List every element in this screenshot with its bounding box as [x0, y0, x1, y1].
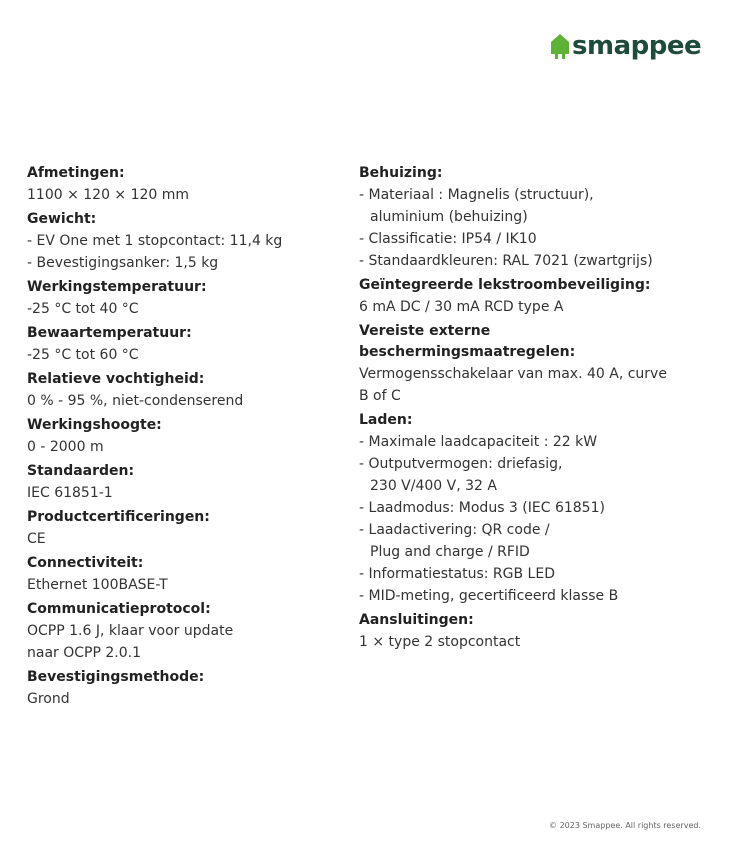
spec-werkingstemperatuur — [27, 277, 357, 320]
list-item: - Laadactivering: QR code / Plug and charge / RFID — [359, 519, 580, 563]
spec-value: -25 °C tot 40 °C — [27, 301, 139, 317]
specs-right-column — [359, 163, 679, 656]
list-item: - Classificatie: IP54 / IK10 — [359, 228, 619, 250]
spec-label: Geïntegreerde lekstroombeveiliging: — [359, 277, 651, 293]
spec-value: Vermogensschakelaar van max. 40 A, curve B of C — [359, 366, 667, 404]
spec-bewaartemperatuur — [27, 323, 357, 366]
spec-afmetingen — [27, 163, 357, 206]
spec-label: Werkingstemperatuur: — [27, 279, 207, 295]
spec-relatieve-vochtigheid — [27, 369, 357, 412]
list-item: - MID-meting, gecertificeerd klasse B — [359, 585, 639, 607]
spec-label: Behuizing: — [359, 165, 443, 181]
spec-value: 0 % - 95 %, niet-condenserend — [27, 393, 244, 409]
spec-value: OCPP 1.6 J, klaar voor update naar OCPP 2.0.1 — [27, 623, 234, 661]
spec-value: 1 × type 2 stopcontact — [359, 634, 521, 650]
spec-value: Ethernet 100BASE-T — [27, 577, 168, 593]
spec-gewicht — [27, 209, 357, 274]
spec-label: Werkingshoogte: — [27, 417, 162, 433]
spec-label: Afmetingen: — [27, 165, 125, 181]
spec-bevestigingsmethode — [27, 667, 357, 710]
spec-communicatieprotocol — [27, 599, 257, 664]
spec-productcertificeringen — [27, 507, 357, 550]
smappee-logo — [550, 31, 701, 61]
spec-externe-beschermingsmaatregelen — [359, 321, 669, 407]
spec-label: Bewaartemperatuur: — [27, 325, 192, 341]
spec-value: 0 - 2000 m — [27, 439, 104, 455]
copyright-footer: © 2023 Smappee. All rights reserved. — [549, 821, 701, 830]
list-item: - EV One met 1 stopcontact: 11,4 kg — [27, 230, 357, 252]
spec-value: CE — [27, 531, 46, 547]
list-item: - Materiaal : Magnelis (structuur), aluminium (behuizing) — [359, 184, 619, 228]
list-item: - Maximale laadcapaciteit : 22 kW — [359, 431, 639, 453]
spec-value: IEC 61851-1 — [27, 485, 113, 501]
spec-aansluitingen — [359, 610, 679, 653]
spec-label: Laden: — [359, 412, 413, 428]
spec-behuizing — [359, 163, 679, 272]
spec-value: -25 °C tot 60 °C — [27, 347, 139, 363]
spec-list — [359, 184, 653, 272]
list-item: - Informatiestatus: RGB LED — [359, 563, 639, 585]
spec-label: Vereiste externe beschermingsmaatregelen: — [359, 323, 576, 360]
list-item: - Standaardkleuren: RAL 7021 (zwartgrijs) — [359, 250, 710, 272]
spec-label: Standaarden: — [27, 463, 135, 479]
spec-label: Communicatieprotocol: — [27, 601, 211, 617]
spec-value: 1100 × 120 × 120 mm — [27, 187, 190, 203]
brand-name: smappee — [572, 31, 702, 61]
spec-standaarden — [27, 461, 357, 504]
spec-label: Aansluitingen: — [359, 612, 474, 628]
list-item: - Bevestigingsanker: 1,5 kg — [27, 252, 357, 274]
spec-label: Bevestigingsmethode: — [27, 669, 205, 685]
spec-value: 6 mA DC / 30 mA RCD type A — [359, 299, 564, 315]
spec-label: Relatieve vochtigheid: — [27, 371, 205, 387]
spec-laden — [359, 410, 679, 607]
spec-value: Grond — [27, 691, 70, 707]
spec-connectiviteit — [27, 553, 357, 596]
spec-label: Gewicht: — [27, 211, 97, 227]
specs-left-column — [27, 163, 357, 713]
list-item: - Laadmodus: Modus 3 (IEC 61851) — [359, 497, 639, 519]
house-plug-icon — [550, 33, 570, 60]
spec-list — [359, 431, 639, 607]
spec-lekstroombeveiliging — [359, 275, 679, 318]
spec-list — [27, 230, 357, 274]
spec-label: Productcertificeringen: — [27, 509, 210, 525]
list-item: - Outputvermogen: driefasig, 230 V/400 V, 32 A — [359, 453, 590, 497]
spec-label: Connectiviteit: — [27, 555, 144, 571]
spec-werkingshoogte — [27, 415, 357, 458]
